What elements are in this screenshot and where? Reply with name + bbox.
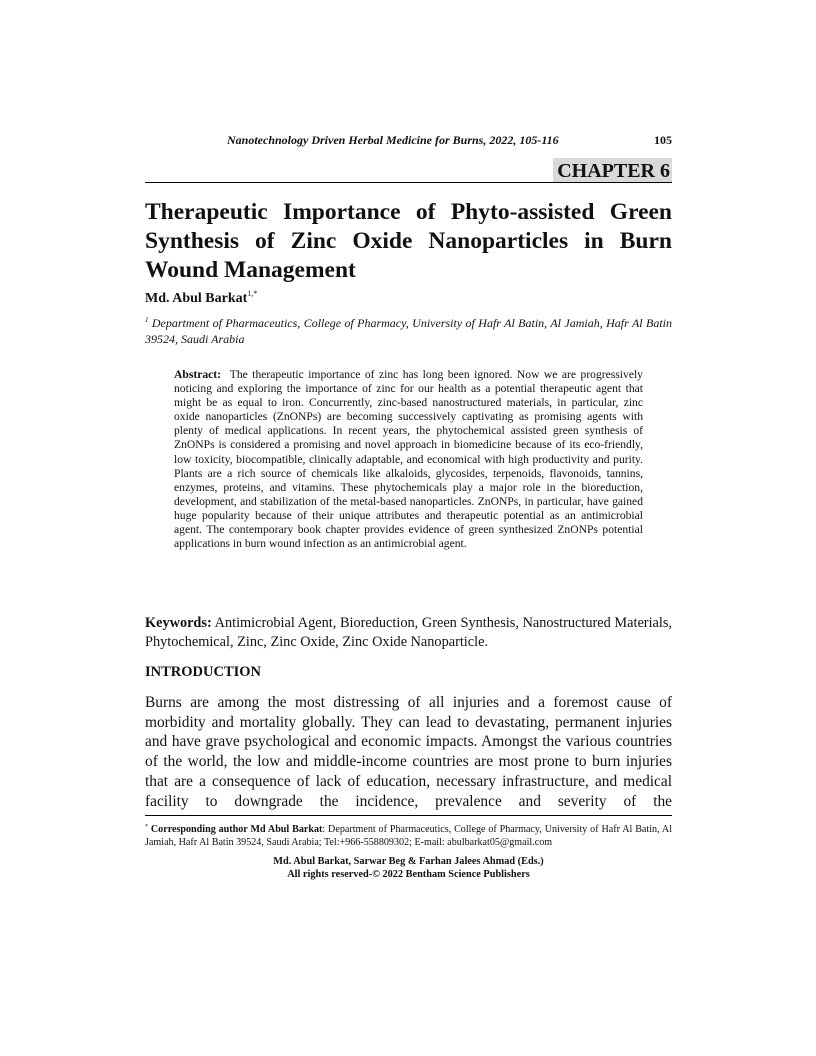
author-marks: 1,* (247, 289, 258, 298)
abstract-text: The therapeutic importance of zinc has long been ignored. Now we are progressively noticing and exploring the importance of zinc for our health as a potential therapeutic agent that might be as equal to iron. Concurrently, zinc-based nanostructured materials, in particular, zinc oxide nanoparticles (ZnONPs) are becoming successively captivating as promising agents with plenty of medical applications. In recent years, the phytochemical assisted green synthesis of ZnONPs is considered a promising and novel approach in biomedicine because of its eco-friendly, low toxicity, biocompatible, clinically adaptable, and economical with high productivity and purity. Plants are a rich source of chemicals like alkaloids, glycosides, terpenoids, flavonoids, tannins, enzymes, proteins, and vitamins. These phytochemicals play a major role in the bioreduction, development, and stabilization of the metal-based nanoparticles. ZnONPs, in particular, have gained huge popularity because of their unique attributes and therapeutic potential as an antimicrobial agent. The contemporary book chapter provides evidence of green synthesized ZnONPs potential applications in burn wound infection as an antimicrobial agent. (174, 368, 643, 551)
abstract (174, 368, 643, 551)
affiliation-text: Department of Pharmaceutics, College of Pharmacy, University of Hafr Al Batin, Al Jamiah, Hafr Al Batin 39524, Saudi Arabia (145, 316, 672, 346)
footnote-rule (145, 815, 672, 816)
publisher-editors: Md. Abul Barkat, Sarwar Beg & Farhan Jalees Ahmad (Eds.) (273, 856, 544, 867)
keywords (145, 614, 672, 652)
abstract-label: Abstract: (174, 368, 222, 381)
journal-title: Nanotechnology Driven Herbal Medicine for Burns (227, 133, 484, 147)
page-number: 105 (654, 133, 672, 147)
footnote-text: : Department of Pharmaceutics, College of Pharmacy, University of Hafr Al Batin, Al Jamiah, Hafr Al Batin 39524, Saudi Arabia; Tel:+966-558809302; E-mail: abulbarkat05@gmail.com (145, 824, 672, 848)
publisher-rights: All rights reserved-© 2022 Bentham Science Publishers (287, 869, 530, 880)
footnote-mark: * (145, 824, 148, 830)
publisher-info (145, 855, 672, 881)
section-heading-introduction: INTRODUCTION (145, 664, 262, 680)
keywords-label: Keywords: (145, 615, 212, 631)
keywords-text: Antimicrobial Agent, Bioreduction, Green Synthesis, Nanostructured Materials, Phytochemical, Zinc, Zinc Oxide, Zinc Oxide Nanoparticle. (145, 615, 672, 650)
footnote-label: Corresponding author Md Abul Barkat (150, 824, 323, 835)
running-head-title (227, 133, 559, 148)
footnote (145, 821, 672, 849)
running-head-details: , 2022, 105-116 (483, 133, 559, 147)
chapter-title: Therapeutic Importance of Phyto-assisted Green Synthesis of Zinc Oxide Nanoparticles in Burn Wound Management (145, 199, 672, 283)
author (145, 289, 257, 307)
introduction-paragraph: Burns are among the most distressing of all injuries and a foremost cause of morbidity and mortality globally. They can lead to devastating, permanent injuries and have grave psychological and economic impacts. Amongst the various countries of the world, the low and middle-income countries are most prone to burn injuries that are a consequence of lack of education, necessary infrastructure, and medical facility to downgrade the incidence, prevalence and severity of the (145, 694, 672, 810)
author-name: Md. Abul Barkat (145, 291, 248, 306)
header-rule (145, 182, 672, 183)
chapter-label: CHAPTER 6 (553, 158, 672, 183)
affiliation-mark: 1 (145, 316, 149, 324)
affiliation (145, 312, 672, 347)
